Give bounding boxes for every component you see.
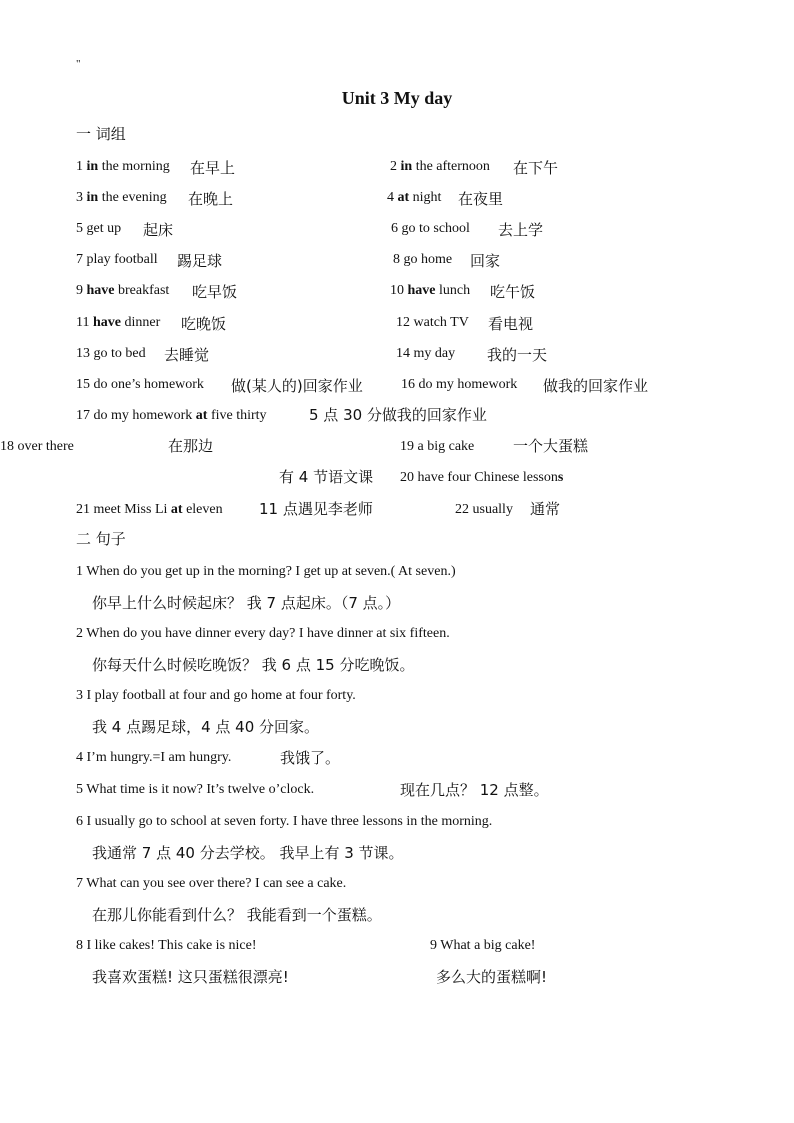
sentence-zh-3: 我 4 点踢足球，4 点 40 分回家。	[92, 718, 320, 736]
phrase-number: 1	[76, 159, 87, 174]
phrase-zh-9: 吃早饭	[192, 283, 238, 301]
phrase-en-5	[76, 221, 121, 237]
phrase-number: 3	[76, 190, 87, 205]
page-title: Unit 3 My day	[341, 88, 453, 108]
phrase-text: five thirty	[207, 408, 267, 423]
sentence-en-9: 9 What a big cake!	[430, 938, 536, 953]
phrase-en-6	[391, 221, 470, 237]
phrase-zh-3: 在晚上	[188, 190, 234, 208]
phrase-zh-2: 在下午	[513, 159, 559, 177]
phrase-en-19	[400, 439, 474, 455]
phrase-text: eleven	[182, 502, 223, 517]
phrase-zh-4: 在夜里	[458, 190, 504, 208]
phrase-text: a big cake	[417, 439, 475, 454]
phrase-number: 18	[0, 439, 18, 454]
phrase-number: 20	[400, 470, 418, 485]
phrase-en-12	[396, 315, 469, 331]
phrase-keyword: in	[400, 159, 413, 174]
phrase-text: go to bed	[93, 346, 146, 361]
phrase-number: 21	[76, 502, 94, 517]
phrase-en-21	[76, 502, 223, 518]
sentence-en-3: 3 I play football at four and go home at four forty.	[76, 688, 356, 703]
phrase-zh-22: 通常	[530, 500, 561, 518]
phrase-text: get up	[86, 221, 122, 236]
phrase-en-9	[76, 283, 169, 299]
sentence-zh-1: 你早上什么时候起床？ 我 7 点起床。（7 点。）	[92, 594, 401, 612]
phrase-text: lunch	[435, 283, 471, 298]
phrase-text: the afternoon	[412, 159, 490, 174]
phrase-en-15	[76, 377, 204, 393]
phrase-en-2	[390, 159, 490, 175]
phrase-number: 6	[391, 221, 402, 236]
sentence-zh-9: 多么大的蛋糕啊!	[436, 968, 548, 986]
section-heading-sentences: 二 句子	[76, 530, 126, 548]
phrase-zh-12: 看电视	[488, 315, 534, 333]
phrase-en-14	[396, 346, 455, 362]
phrase-text: breakfast	[114, 283, 170, 298]
sentence-zh-6: 我通常 7 点 40 分去学校。 我早上有 3 节课。	[92, 844, 404, 862]
phrase-en-16	[401, 377, 517, 393]
phrase-text: dinner	[120, 315, 161, 330]
phrase-en-3	[76, 190, 167, 206]
phrase-en-1	[76, 159, 170, 175]
phrase-number: 4	[387, 190, 398, 205]
phrase-keyword: at	[170, 502, 183, 517]
phrase-text: my day	[413, 346, 456, 361]
phrase-text: go to school	[401, 221, 470, 236]
phrase-text: the morning	[98, 159, 170, 174]
phrase-zh-15: 做(某人的)回家作业	[231, 377, 363, 395]
phrase-number: 5	[76, 221, 87, 236]
phrase-text: night	[409, 190, 442, 205]
phrase-text: do my homework	[93, 408, 196, 423]
phrase-zh-18: 在那边	[168, 437, 214, 455]
sentence-zh-5: 现在几点？ 12 点整。	[400, 781, 549, 799]
phrase-en-8	[393, 252, 452, 268]
phrase-en-11	[76, 315, 160, 331]
phrase-text: have four Chinese lesson	[417, 470, 558, 485]
phrase-keyword: have	[407, 283, 436, 298]
sentence-en-1: 1 When do you get up in the morning? I get up at seven.( At seven.)	[76, 564, 456, 579]
phrase-number: 9	[76, 283, 87, 298]
sentence-en-5: 5 What time is it now? It’s twelve o’clock.	[76, 782, 315, 797]
sentence-en-7: 7 What can you see over there? I can see a cake.	[76, 876, 347, 891]
phrase-text: usually	[472, 502, 513, 517]
phrase-zh-16: 做我的回家作业	[543, 377, 649, 395]
phrase-number: 19	[400, 439, 418, 454]
phrase-zh-17: 5 点 30 分做我的回家作业	[309, 406, 487, 424]
phrase-zh-1: 在早上	[190, 159, 236, 177]
sentence-en-8: 8 I like cakes! This cake is nice!	[76, 938, 257, 953]
phrase-number: 11	[76, 315, 93, 330]
section-heading-phrases: 一 词组	[76, 125, 126, 143]
phrase-en-22	[455, 502, 513, 518]
phrase-number: 16	[401, 377, 419, 392]
phrase-text: do my homework	[418, 377, 518, 392]
phrase-en-4	[387, 190, 441, 206]
phrase-keyword: in	[86, 159, 99, 174]
sentence-en-2: 2 When do you have dinner every day? I have dinner at six fifteen.	[76, 626, 450, 641]
sentence-en-6: 6 I usually go to school at seven forty. I have three lessons in the morning.	[76, 814, 493, 829]
phrase-en-13	[76, 346, 146, 362]
sentence-zh-7: 在那儿你能看到什么？ 我能看到一个蛋糕。	[92, 906, 382, 924]
phrase-en-18	[0, 439, 74, 455]
phrase-zh-6: 去上学	[498, 221, 544, 239]
phrase-text: play football	[86, 252, 158, 267]
phrase-en-10	[390, 283, 470, 299]
phrase-keyword: have	[92, 315, 121, 330]
phrase-text: go home	[403, 252, 453, 267]
phrase-zh-10: 吃午饭	[490, 283, 536, 301]
page-mark: "	[76, 58, 81, 70]
phrase-zh-13: 去睡觉	[164, 346, 210, 364]
phrase-number: 8	[393, 252, 404, 267]
phrase-text: do one’s homework	[93, 377, 204, 392]
phrase-en-17	[76, 408, 267, 424]
phrase-keyword: at	[397, 190, 410, 205]
phrase-zh-21: 11 点遇见李老师	[259, 500, 373, 518]
phrase-keyword: at	[195, 408, 208, 423]
phrase-en-20	[400, 470, 563, 486]
phrase-zh-7: 踢足球	[177, 252, 223, 270]
phrase-text: watch TV	[413, 315, 469, 330]
phrase-number: 12	[396, 315, 414, 330]
sentence-zh-4: 我饿了。	[280, 749, 341, 767]
phrase-number: 7	[76, 252, 87, 267]
phrase-keyword: in	[86, 190, 99, 205]
sentence-zh-2: 你每天什么时候吃晚饭？ 我 6 点 15 分吃晚饭。	[92, 656, 415, 674]
phrase-text: meet Miss Li	[93, 502, 171, 517]
phrase-zh-20: 有 4 节语文课	[279, 468, 374, 486]
sentence-zh-8: 我喜欢蛋糕! 这只蛋糕很漂亮!	[92, 968, 289, 986]
phrase-keyword: s	[557, 470, 564, 485]
phrase-zh-11: 吃晚饭	[181, 315, 227, 333]
phrase-number: 2	[390, 159, 401, 174]
phrase-en-7	[76, 252, 158, 268]
sentence-en-4: 4 I’m hungry.=I am hungry.	[76, 750, 232, 765]
phrase-text: the evening	[98, 190, 167, 205]
phrase-number: 17	[76, 408, 94, 423]
phrase-number: 15	[76, 377, 94, 392]
phrase-number: 10	[390, 283, 408, 298]
phrase-zh-8: 回家	[470, 252, 501, 270]
phrase-zh-19: 一个大蛋糕	[513, 437, 589, 455]
phrase-number: 13	[76, 346, 94, 361]
phrase-text: over there	[17, 439, 74, 454]
phrase-number: 22	[455, 502, 473, 517]
phrase-number: 14	[396, 346, 414, 361]
phrase-keyword: have	[86, 283, 115, 298]
phrase-zh-5: 起床	[143, 221, 174, 239]
phrase-zh-14: 我的一天	[487, 346, 548, 364]
